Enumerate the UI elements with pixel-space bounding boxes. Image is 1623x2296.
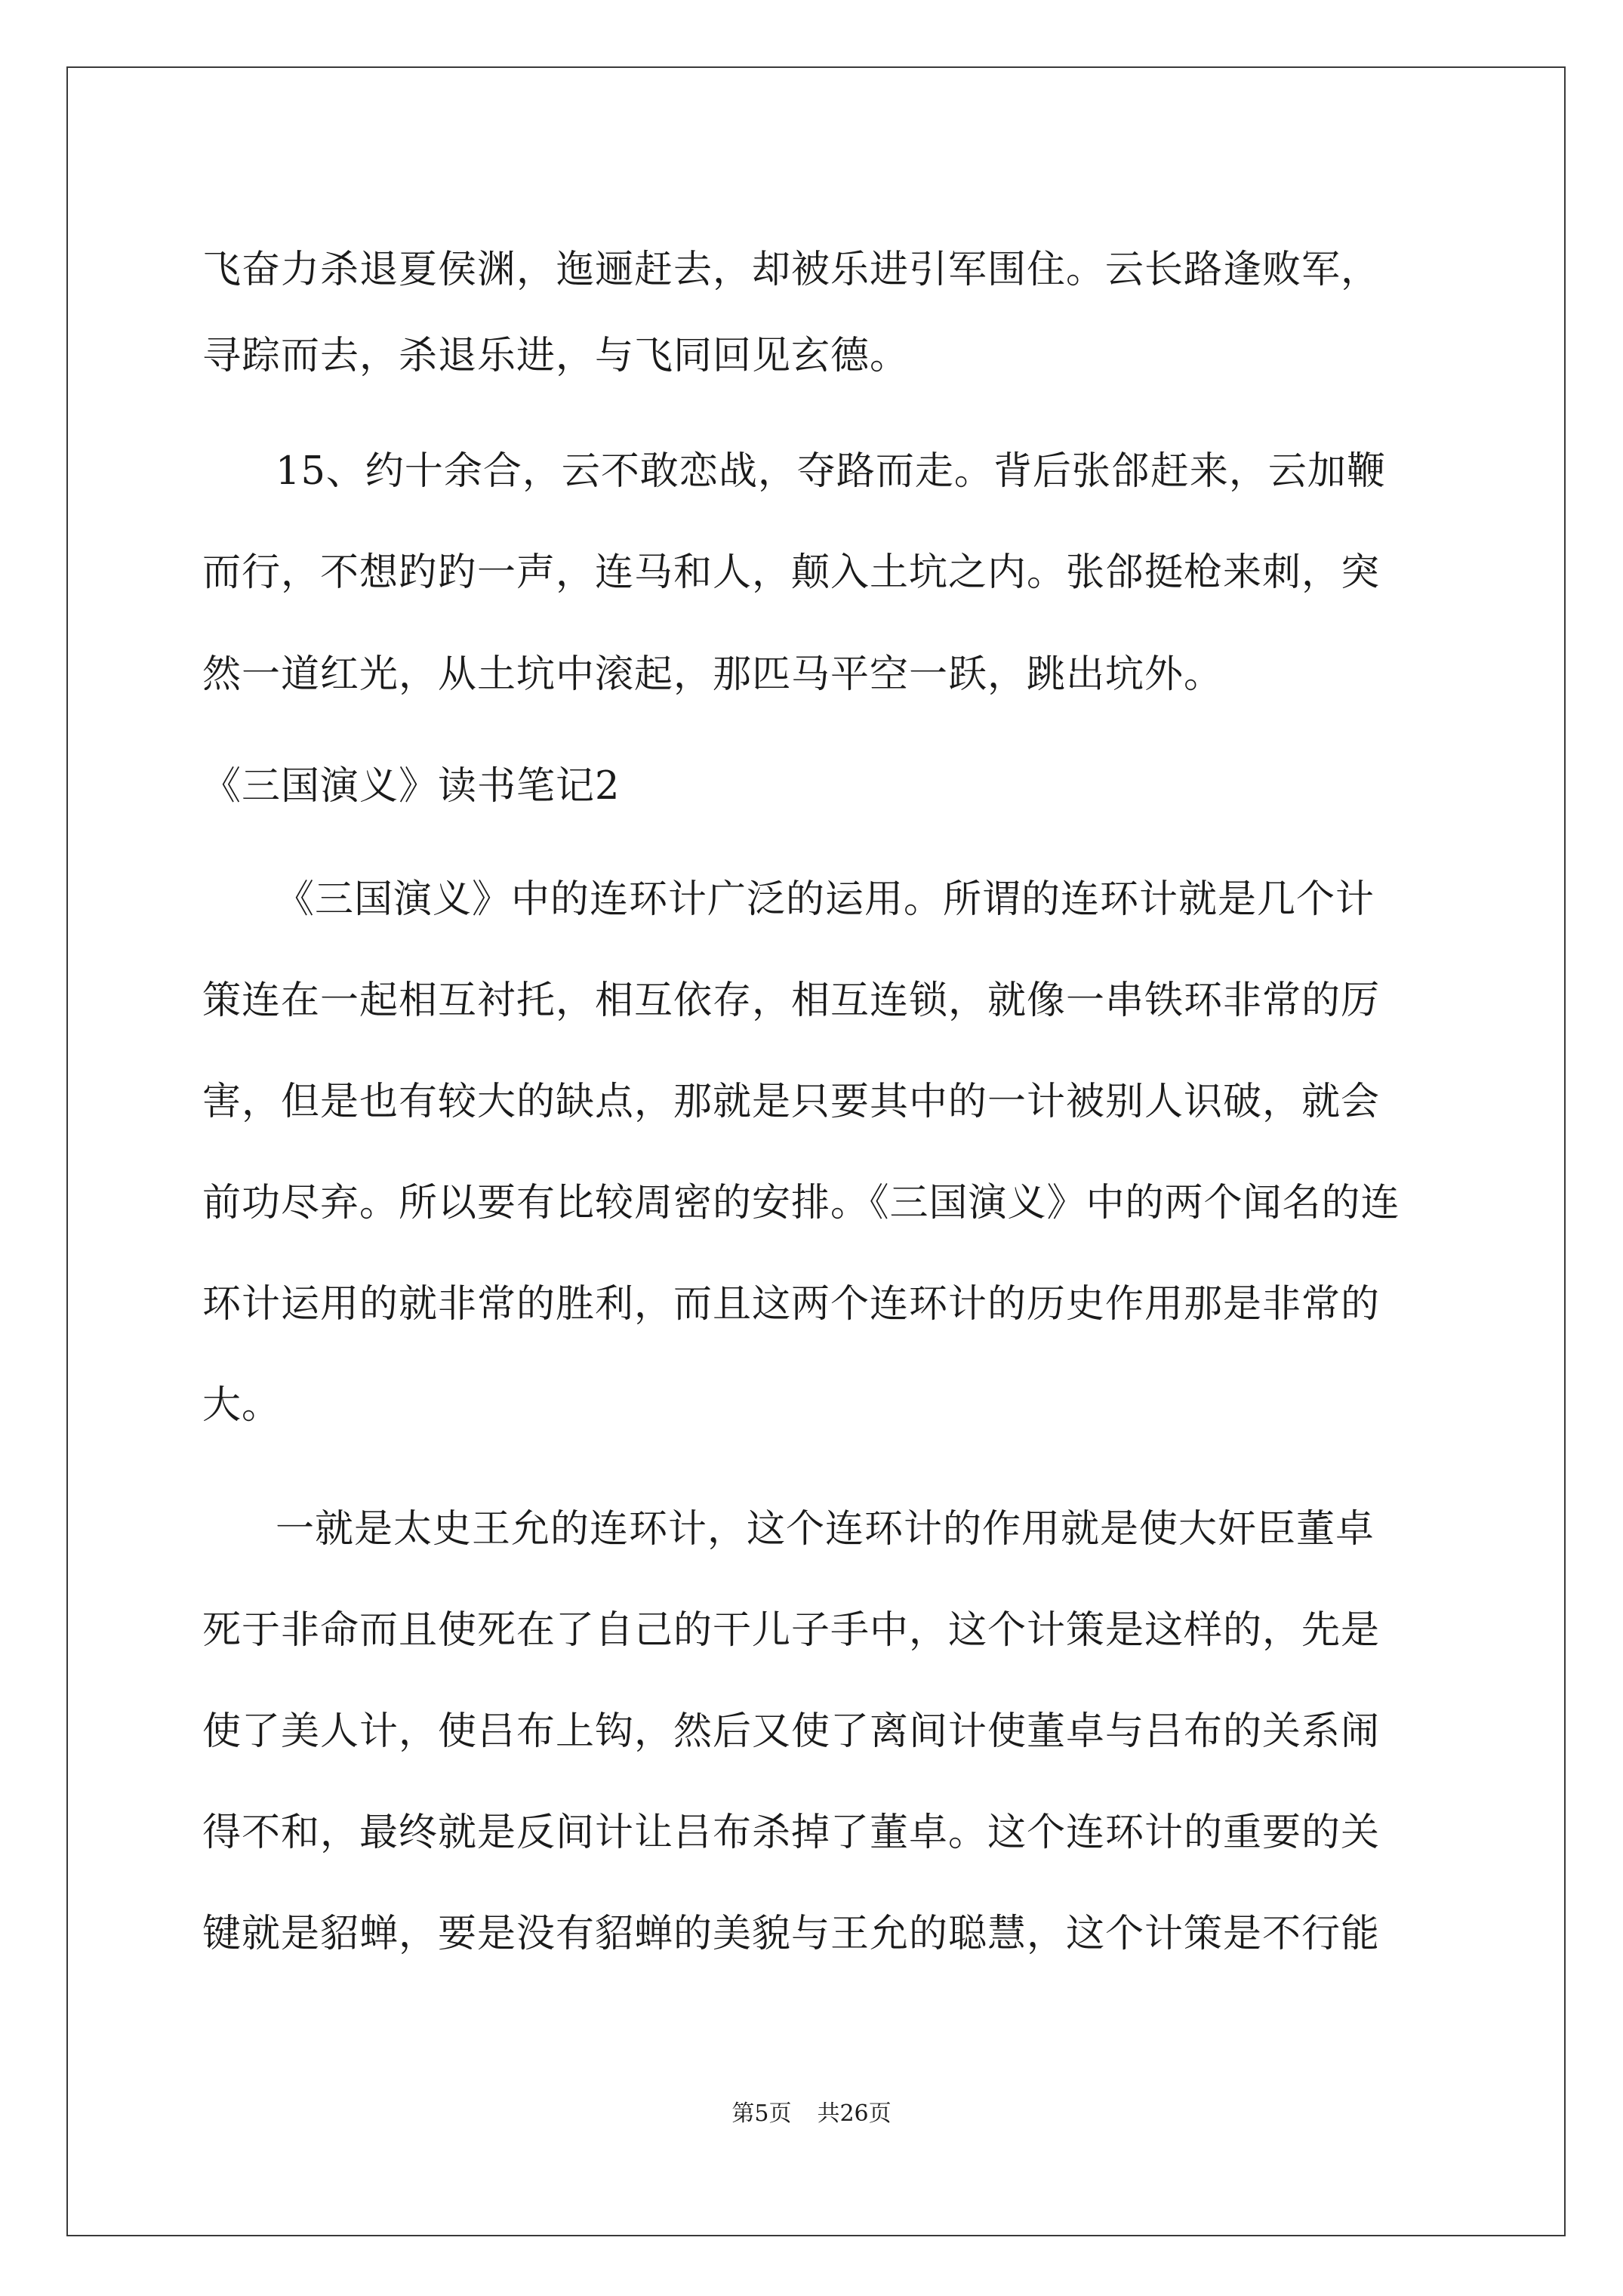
text-line: 而行，不想趵趵一声，连马和人，颠入土坑之内。张郃挺枪来刺，突 — [202, 550, 1381, 595]
text-line: 键就是貂蝉，要是没有貂蝉的美貌与王允的聪慧，这个计策是不行能 — [202, 1912, 1381, 1956]
page-footer — [0, 2099, 1623, 2129]
text-line: 得不和，最终就是反间计让吕布杀掉了董卓。这个连环计的重要的关 — [202, 1811, 1381, 1855]
section-heading: 《三国演义》读书笔记2 — [202, 764, 621, 809]
text-line: 前功尽弃。所以要有比较周密的安排。《三国演义》中的两个闻名的连 — [202, 1181, 1400, 1225]
paragraph-start: 一就是太史王允的连环计，这个连环计的作用就是使大奸臣董卓 — [276, 1507, 1375, 1552]
text-line: 大。 — [202, 1383, 282, 1428]
page-total: 共26页 — [817, 2100, 892, 2127]
page-number: 第5页 — [731, 2100, 792, 2127]
text-line: 寻踪而去，杀退乐进，与飞同回见玄德。 — [202, 334, 910, 378]
text-line: 使了美人计，使吕布上钩，然后又使了离间计使董卓与吕布的关系闹 — [202, 1709, 1381, 1754]
text-line: 飞奋力杀退夏侯渊，迤逦赶去，却被乐进引军围住。云长路逢败军， — [202, 248, 1381, 292]
text-line: 环计运用的就非常的胜利，而且这两个连环计的历史作用那是非常的 — [202, 1282, 1381, 1327]
text-line: 害，但是也有较大的缺点，那就是只要其中的一计被别人识破，就会 — [202, 1080, 1381, 1124]
paragraph-start: 15、约十余合，云不敢恋战，夺路而走。背后张郃赶来，云加鞭 — [276, 449, 1386, 494]
text-line: 然一道红光，从土坑中滚起，那匹马平空一跃，跳出坑外。 — [202, 652, 1224, 697]
text-line: 策连在一起相互衬托，相互依存，相互连锁，就像一串铁环非常的厉 — [202, 978, 1381, 1023]
paragraph-start: 《三国演义》中的连环计广泛的运用。所谓的连环计就是几个计 — [276, 877, 1375, 922]
text-line: 死于非命而且使死在了自己的干儿子手中，这个计策是这样的，先是 — [202, 1608, 1381, 1653]
